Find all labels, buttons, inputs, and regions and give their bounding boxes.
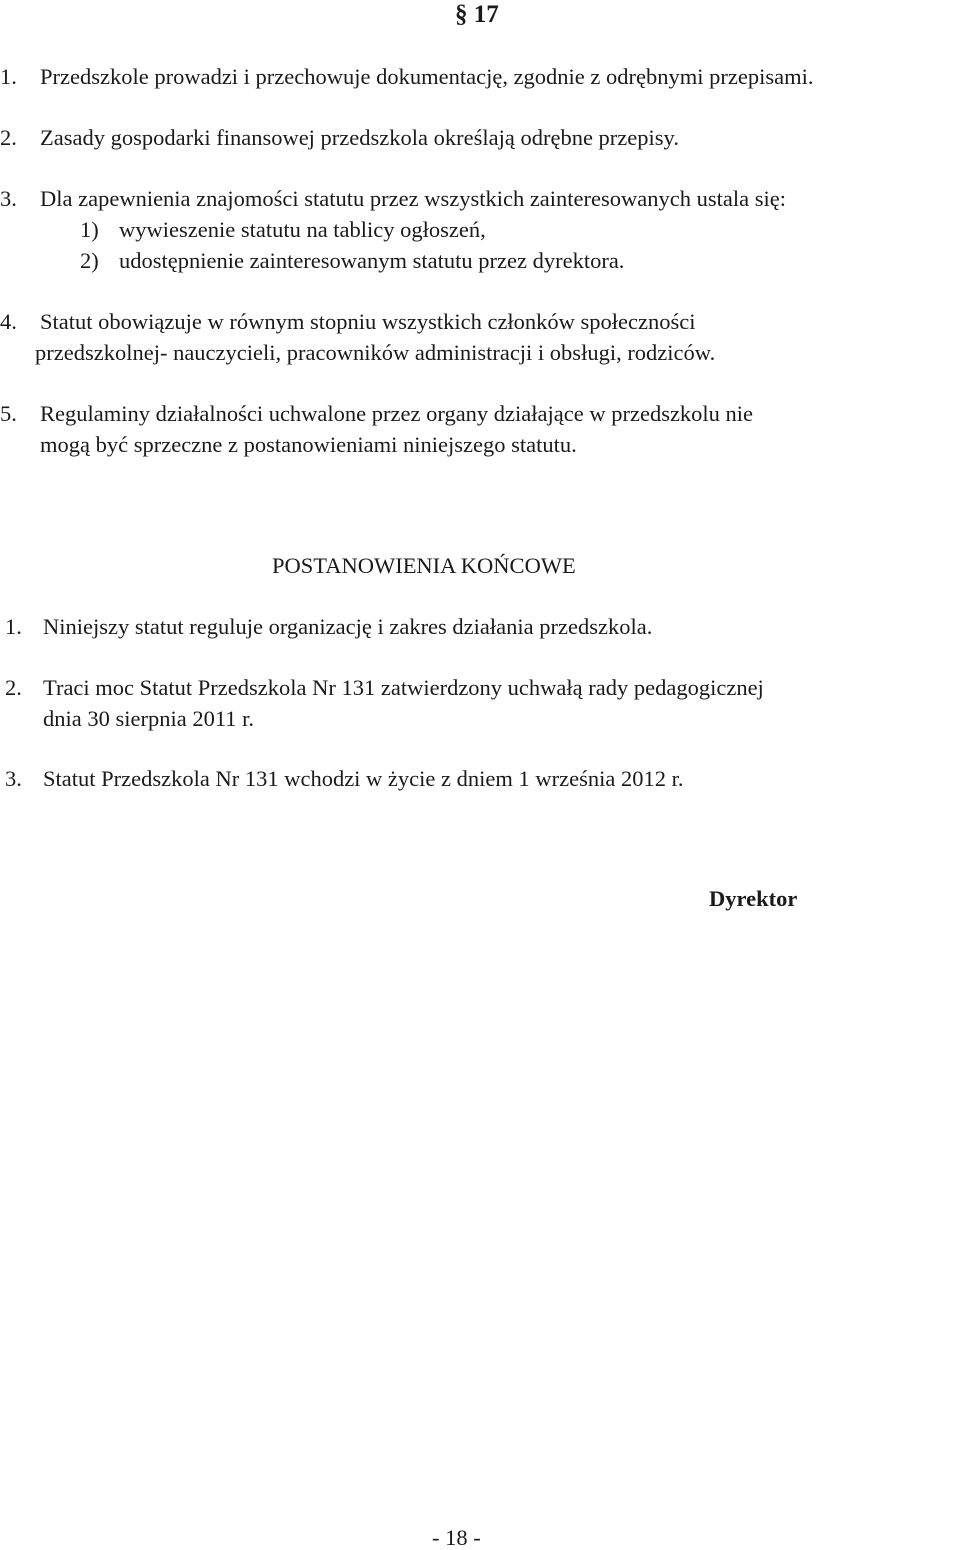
item-3-number: 3. [0,186,17,211]
signature-title: Dyrektor [709,886,798,911]
item-2-text: Zasady gospodarki finansowej przedszkola określają odrębne przepisy. [40,125,679,150]
final-item-2-continuation: dnia 30 sierpnia 2011 r. [43,706,255,731]
final-item-1-number: 1. [5,614,22,639]
page-number: - 18 - [432,1525,481,1550]
item-2-number: 2. [0,125,17,150]
final-item-3-text: Statut Przedszkola Nr 131 wchodzi w życie z dniem 1 września 2012 r. [43,766,684,791]
final-item-2-number: 2. [5,675,22,700]
item-5-number: 5. [0,401,17,426]
final-heading: POSTANOWIENIA KOŃCOWE [272,553,576,578]
item-3-subitem-2-text: udostępnienie zainteresowanym statutu przez dyrektora. [119,248,625,273]
item-3-subitem-1-text: wywieszenie statutu na tablicy ogłoszeń, [119,217,486,242]
item-4-continuation: przedszkolnej- nauczycieli, pracowników administracji i obsługi, rodziców. [35,340,716,365]
item-1-text: Przedszkole prowadzi i przechowuje dokumentację, zgodnie z odrębnymi przepisami. [40,64,814,89]
final-item-3-number: 3. [5,766,22,791]
item-4-number: 4. [0,309,17,334]
item-1-number: 1. [0,64,17,89]
final-item-2-text: Traci moc Statut Przedszkola Nr 131 zatwierdzony uchwałą rady pedagogicznej [43,675,764,700]
final-item-1-text: Niniejszy statut reguluje organizację i zakres działania przedszkola. [43,614,653,639]
item-3-text: Dla zapewnienia znajomości statutu przez wszystkich zainteresowanych ustala się: [40,186,786,211]
section-heading: § 17 [455,1,499,28]
item-3-subitem-1-number: 1) [80,217,99,242]
item-4-text: Statut obowiązuje w równym stopniu wszystkich członków społeczności [40,309,696,334]
item-3-subitem-2-number: 2) [80,248,99,273]
item-5-text: Regulaminy działalności uchwalone przez organy działające w przedszkolu nie [40,401,754,426]
item-5-continuation: mogą być sprzeczne z postanowieniami niniejszego statutu. [40,432,577,457]
